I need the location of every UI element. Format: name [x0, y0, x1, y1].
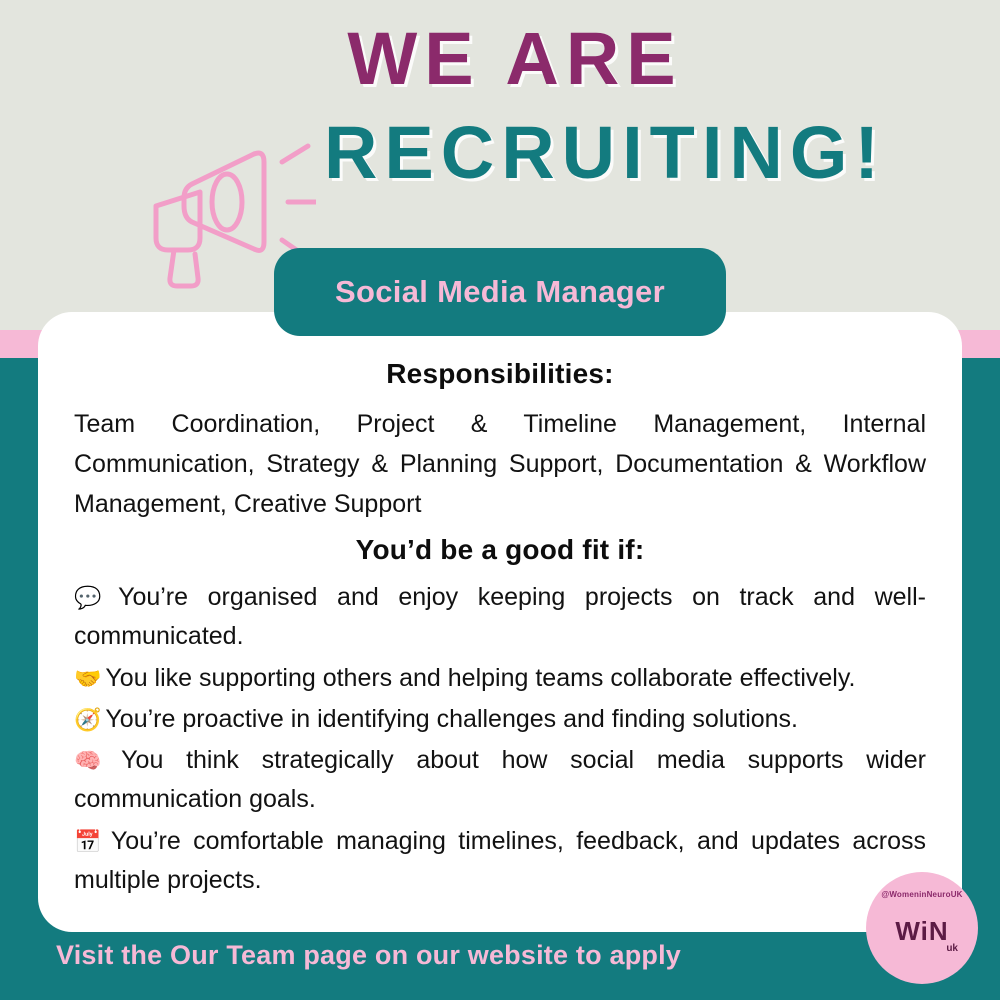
- compass-icon: 🧭: [74, 707, 102, 733]
- good-fit-heading: You’d be a good fit if:: [355, 534, 645, 565]
- list-item: [74, 578, 926, 657]
- headline-line-1: WE ARE: [347, 17, 683, 100]
- handshake-icon: 🤝: [74, 666, 102, 692]
- list-item-text: You’re comfortable managing timelines, feedback, and updates across multiple projects.: [74, 826, 926, 894]
- list-item: [74, 659, 926, 698]
- list-item-text: You like supporting others and helping teams collaborate effectively.: [105, 663, 856, 692]
- apply-instruction-text: Visit the Our Team page on our website to apply: [56, 940, 682, 970]
- responsibilities-text: Team Coordination, Project & Timeline Management, Internal Communication, Strategy & Planning Support, Documentation & Workflow Management, Creative Support: [74, 410, 926, 518]
- headline-line-2: RECRUITING!: [323, 110, 887, 194]
- calendar-icon: 📅: [74, 829, 107, 855]
- list-item: [74, 700, 926, 739]
- footer: [0, 940, 1000, 971]
- role-badge: [274, 248, 726, 336]
- role-badge-label: Social Media Manager: [335, 274, 665, 309]
- details-card: [38, 312, 962, 932]
- details-card-content: [38, 312, 962, 900]
- list-item-text: You’re proactive in identifying challenges and finding solutions.: [105, 704, 798, 733]
- logo-wordmark: WiN: [895, 916, 949, 946]
- logo-handle: @WomeninNeuroUK: [881, 890, 963, 899]
- list-item-text: You think strategically about how social media supports wider communication goals.: [74, 746, 926, 814]
- win-uk-logo: [866, 872, 978, 984]
- responsibilities-heading: Responsibilities:: [386, 358, 614, 389]
- speech-balloon-icon: 💬: [74, 586, 115, 611]
- list-item-text: You’re organised and enjoy keeping projects on track and well-communicated.: [74, 583, 926, 651]
- list-item: [74, 822, 926, 901]
- good-fit-list: [60, 578, 940, 900]
- logo-suffix: uk: [946, 943, 958, 954]
- list-item: [74, 741, 926, 820]
- brain-icon: 🧠: [74, 749, 118, 774]
